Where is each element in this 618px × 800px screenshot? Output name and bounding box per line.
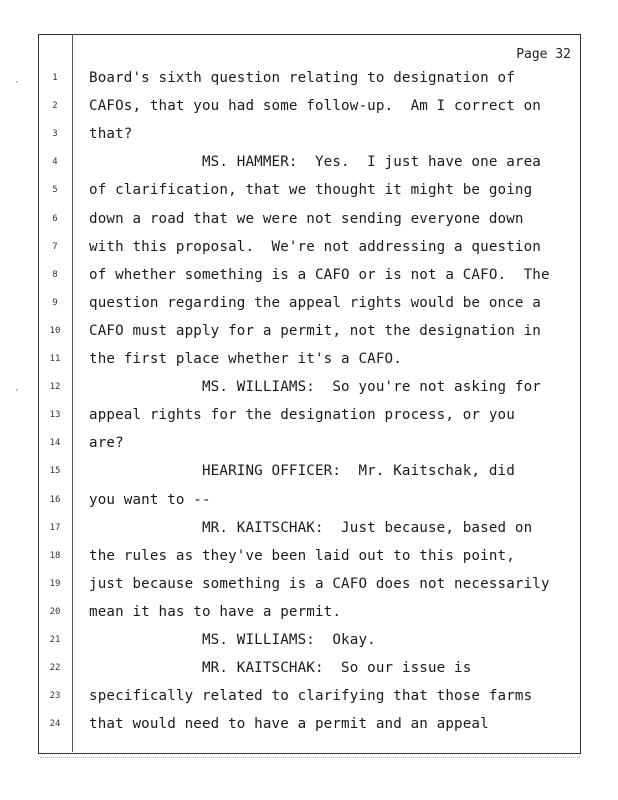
line-number: 6 — [52, 213, 58, 224]
line-number: 3 — [52, 129, 58, 140]
transcript-line: CAFOs, that you had some follow-up. Am I correct on — [89, 98, 541, 115]
line-number: 7 — [52, 241, 58, 252]
line-number: 24 — [49, 719, 61, 730]
transcript-line: just because something is a CAFO does not necessarily — [89, 575, 550, 592]
transcript-line: with this proposal. We're not addressing a question — [89, 238, 541, 255]
transcript-line: Board's sixth question relating to designation of — [89, 70, 515, 86]
line-number: 2 — [52, 101, 58, 112]
line-number: 1 — [52, 73, 58, 83]
transcript-line: MS. WILLIAMS: Okay. — [89, 632, 376, 648]
margin-rule — [72, 34, 73, 752]
transcript-line: down a road that we were not sending everyone down — [89, 210, 524, 227]
scan-artifact-line — [40, 757, 580, 758]
transcript-line: HEARING OFFICER: Mr. Kaitschak, did — [89, 463, 515, 480]
scan-artifact: · — [14, 386, 20, 396]
transcript-line: MS. HAMMER: Yes. I just have one area — [89, 154, 541, 171]
line-number: 5 — [52, 185, 58, 196]
transcript-line: appeal rights for the designation process, or you — [89, 407, 515, 424]
line-number: 14 — [49, 438, 61, 449]
transcript-line: mean it has to have a permit. — [89, 603, 342, 620]
transcript-line: the rules as they've been laid out to this point, — [89, 547, 515, 564]
transcript-line: specifically related to clarifying that those farms — [89, 688, 533, 705]
transcript-line: the first place whether it's a CAFO. — [89, 351, 402, 367]
transcript-line: MS. WILLIAMS: So you're not asking for — [89, 379, 541, 396]
transcript-line: MR. KAITSCHAK: So our issue is — [89, 660, 472, 677]
line-number: 4 — [52, 157, 58, 168]
line-number: 11 — [49, 354, 61, 364]
line-number: 10 — [49, 325, 61, 336]
transcript-line: you want to -- — [89, 491, 211, 508]
transcript-line: MR. KAITSCHAK: Just because, based on — [89, 519, 533, 536]
transcript-line: that? — [89, 126, 133, 143]
line-number: 17 — [49, 522, 61, 533]
transcript-line: question regarding the appeal rights would be once a — [89, 294, 541, 311]
transcript-line: are? — [89, 435, 124, 452]
line-number: 8 — [52, 269, 58, 280]
transcript-line: of clarification, that we thought it might be going — [89, 182, 533, 199]
line-number: 18 — [49, 550, 61, 561]
transcript-line: of whether something is a CAFO or is not a CAFO. The — [89, 266, 550, 283]
line-number: 21 — [49, 635, 61, 645]
transcript-line: that would need to have a permit and an appeal — [89, 716, 489, 733]
line-number: 20 — [49, 606, 61, 617]
scan-artifact: · — [14, 78, 20, 88]
transcript-line: CAFO must apply for a permit, not the designation in — [89, 322, 541, 339]
line-number: 16 — [49, 494, 61, 505]
line-number: 13 — [49, 410, 61, 421]
line-number: 19 — [49, 578, 61, 589]
line-number: 15 — [49, 466, 61, 477]
line-number: 22 — [49, 663, 61, 674]
line-number: 12 — [49, 382, 61, 393]
line-number: 23 — [49, 691, 61, 702]
line-number: 9 — [52, 297, 58, 308]
page-number: Page 32 — [516, 47, 571, 62]
